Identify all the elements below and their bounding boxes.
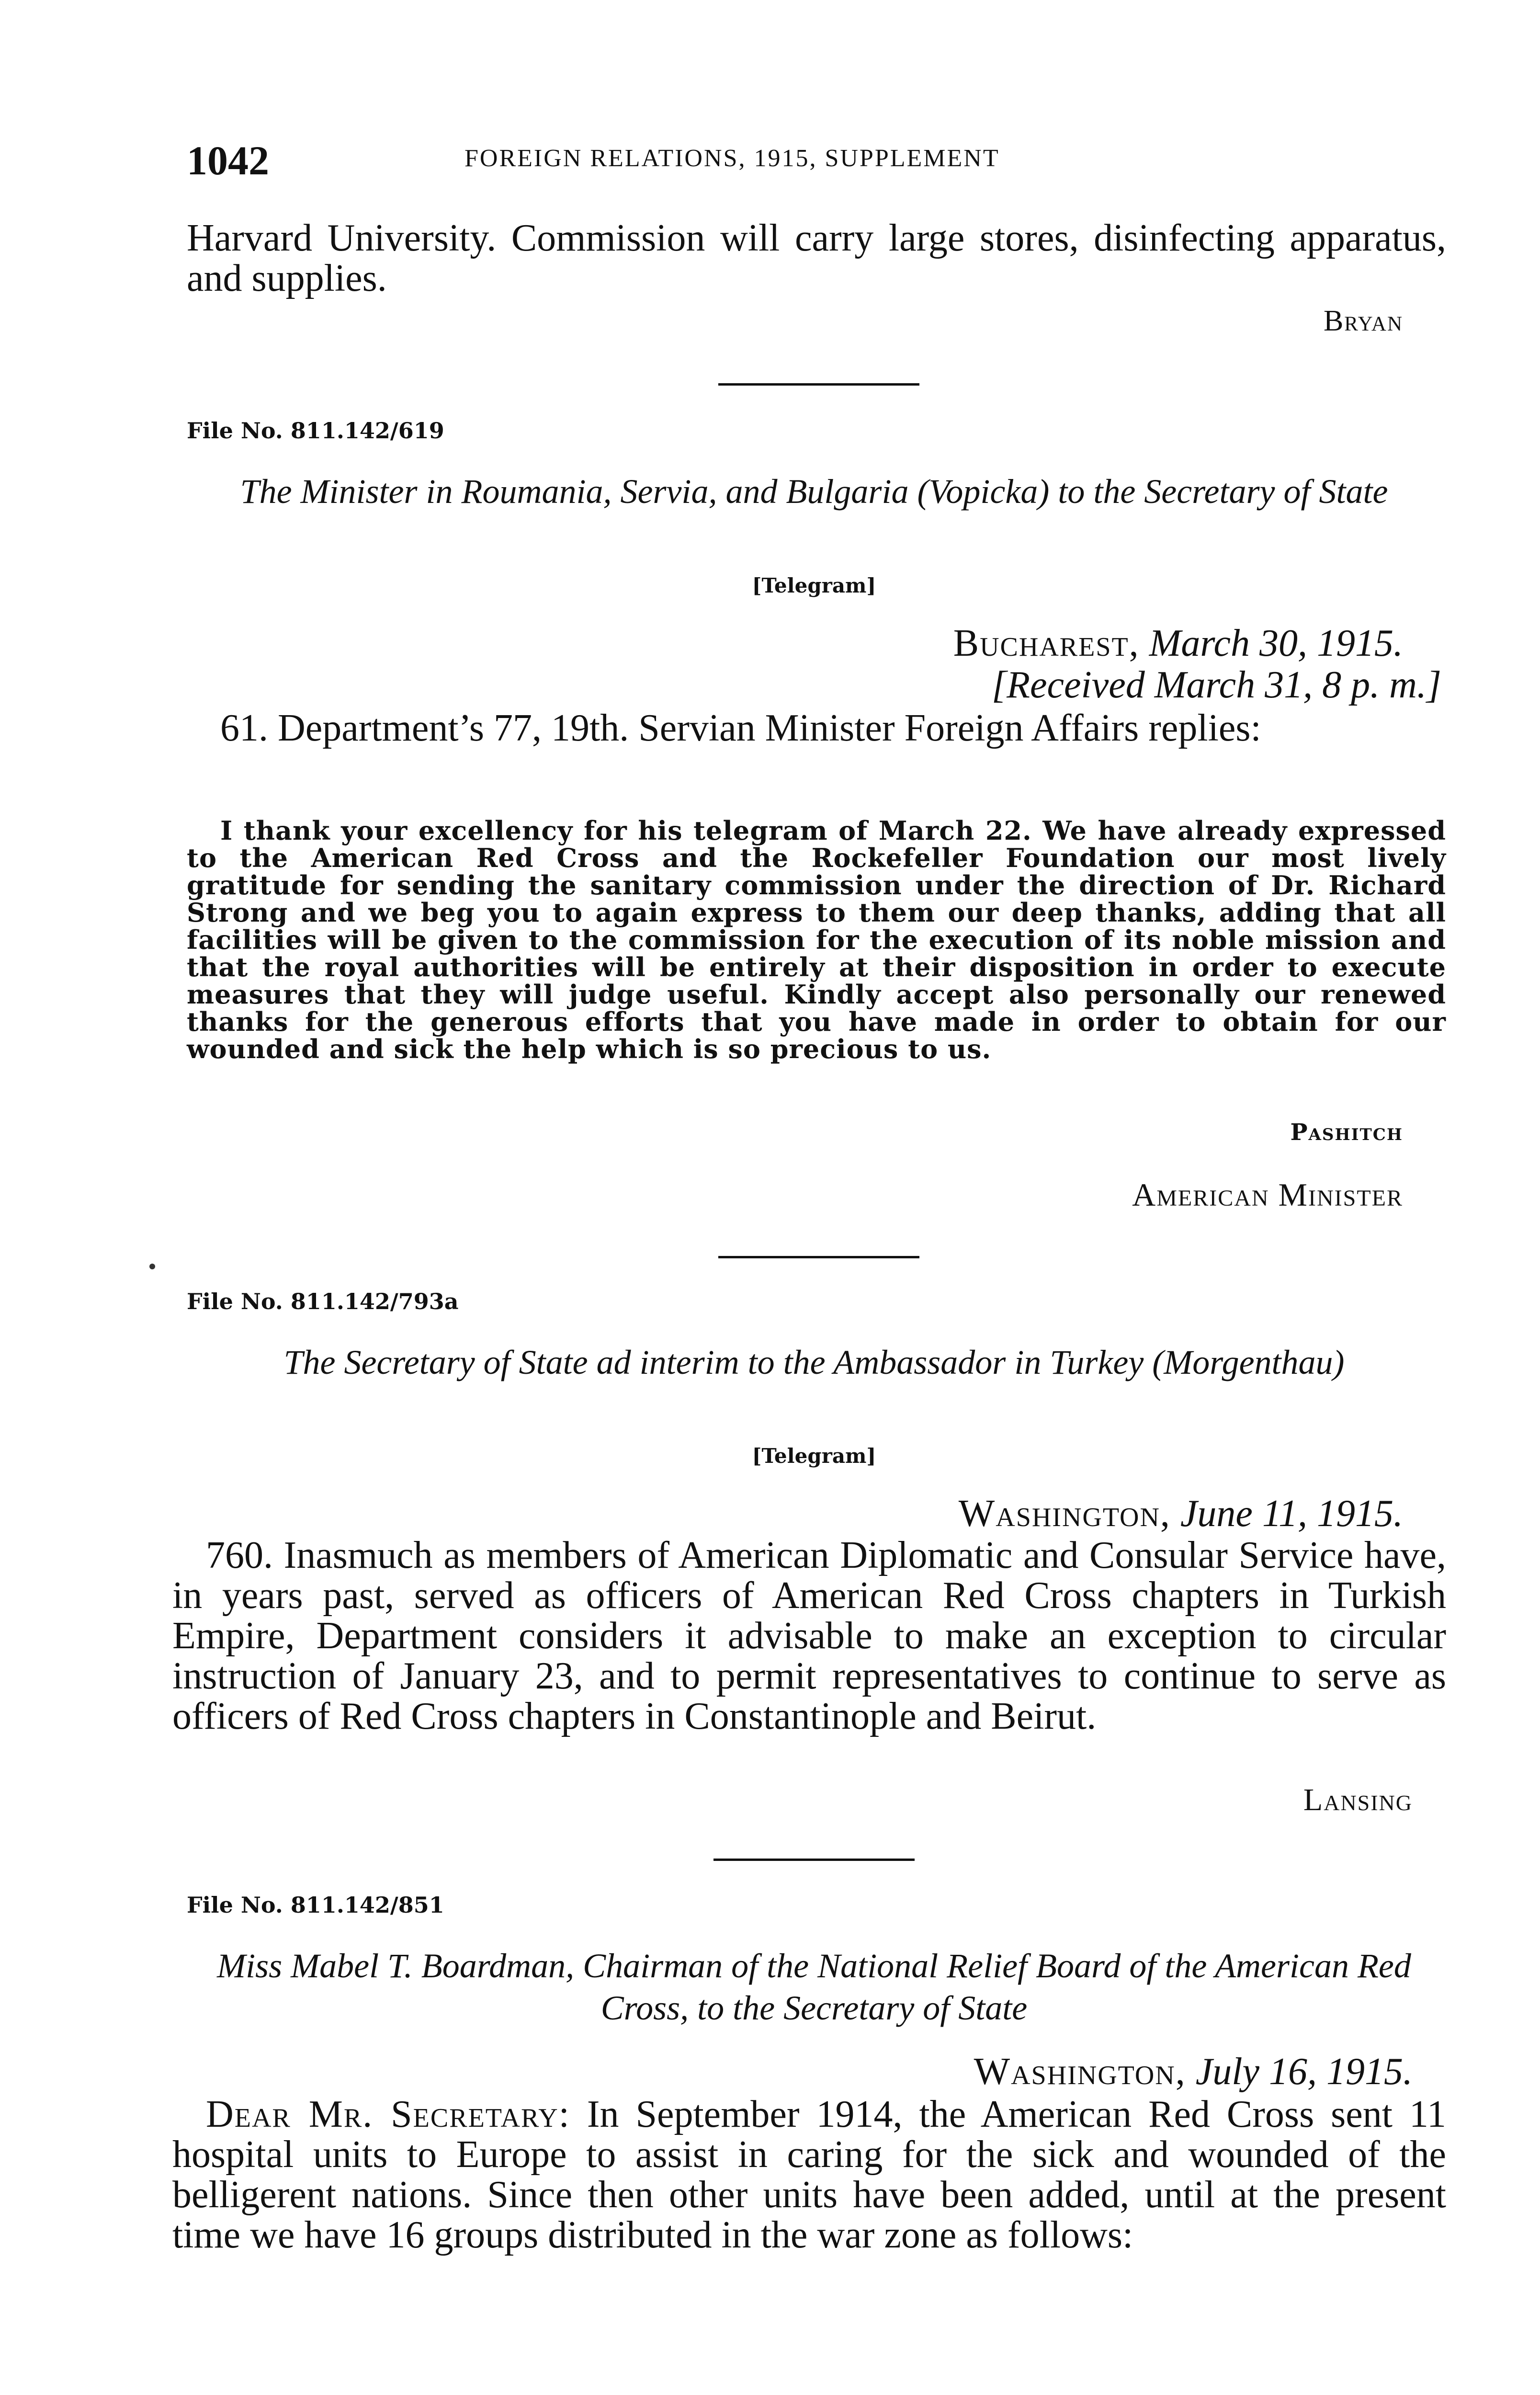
document-heading: Miss Mabel T. Boardman, Chairman of the National Relief Board of the American Red Cross, to the Secretary of State — [217, 1947, 1411, 2027]
letter-text: In September 1914, the American Red Cross sent 11 hospital units to Europe to assist in caring for the sick and wounded of the belligerent nations. Since then other units have been added, until at the present time we have 16 groups distributed in the war zone as follows: — [172, 2093, 1447, 2256]
document-signature: Lansing — [1303, 1782, 1413, 1817]
document-heading: The Secretary of State ad interim to the Ambassador in Turkey (Morgenthau) — [283, 1343, 1345, 1381]
print-speck — [149, 1264, 155, 1269]
dateline-place: Washington, — [974, 2051, 1186, 2093]
page-number: 1042 — [187, 137, 269, 183]
continuation-text: Harvard University. Commission will carry large stores, disinfecting apparatus, and supplies. — [187, 217, 1446, 299]
running-title: FOREIGN RELATIONS, 1915, SUPPLEMENT — [464, 145, 1000, 172]
dateline-date: March 30, 1915. — [1149, 622, 1403, 664]
running-header — [187, 137, 1446, 183]
dateline-date: July 16, 1915. — [1195, 2051, 1413, 2093]
received-note: [Received March 31, 8 p. m.] — [992, 664, 1441, 706]
dateline-place: Bucharest, — [953, 622, 1140, 664]
file-number: File No. 811.142/619 — [187, 418, 444, 444]
dateline — [187, 622, 1403, 665]
dateline — [187, 1492, 1403, 1536]
dateline — [187, 2050, 1413, 2094]
telegram-body: 760. Inasmuch as members of American Diplomatic and Consular Service have, in years past, served as officers of American Red Cross chapters in Turkish Empire, Department considers it advisable to make an exception to circular instruction of January 23, and to permit representatives to continue to serve as officers of Red Cross chapters in Constantinople and Beirut. — [172, 1534, 1446, 1737]
dateline-date: June 11, 1915. — [1180, 1493, 1403, 1535]
telegram-label: [Telegram] — [752, 1444, 876, 1468]
dateline-place: Washington, — [958, 1493, 1171, 1535]
file-number: File No. 811.142/793a — [187, 1289, 459, 1314]
section-divider — [713, 1859, 915, 1861]
continuation-signature: Bryan — [1323, 305, 1403, 337]
section-divider — [718, 383, 919, 386]
section-divider — [718, 1256, 919, 1258]
telegram-intro: 61. Department’s 77, 19th. Servian Minister Foreign Affairs replies: — [220, 707, 1261, 749]
salutation: Dear Mr. Secretary: — [206, 2093, 570, 2135]
document-heading: The Minister in Roumania, Servia, and Bulgaria (Vopicka) to the Secretary of State — [240, 472, 1388, 511]
file-number: File No. 811.142/851 — [187, 1892, 444, 1918]
telegram-label: [Telegram] — [752, 574, 876, 597]
quoted-reply: I thank your excellency for his telegram of March 22. We have already expressed to the American Red Cross and the Rockefeller Foundation our most lively gratitude for sending the sanitary commission under the direction of Dr. Richard Strong and we beg you to again express to them our deep thanks, adding that all facilities will be given to the commission for the execution of its noble mission and that the royal authorities will be entirely at their disposition in order to execute measures that they will judge useful. Kindly accept also personally our renewed thanks for the generous efforts that you have made in order to obtain for our wounded and sick the help which is so precious to us. — [187, 815, 1446, 1064]
document-signature: American Minister — [1132, 1176, 1403, 1213]
quote-signature: Pashitch — [1290, 1119, 1403, 1146]
letter-body — [172, 2094, 1446, 2255]
